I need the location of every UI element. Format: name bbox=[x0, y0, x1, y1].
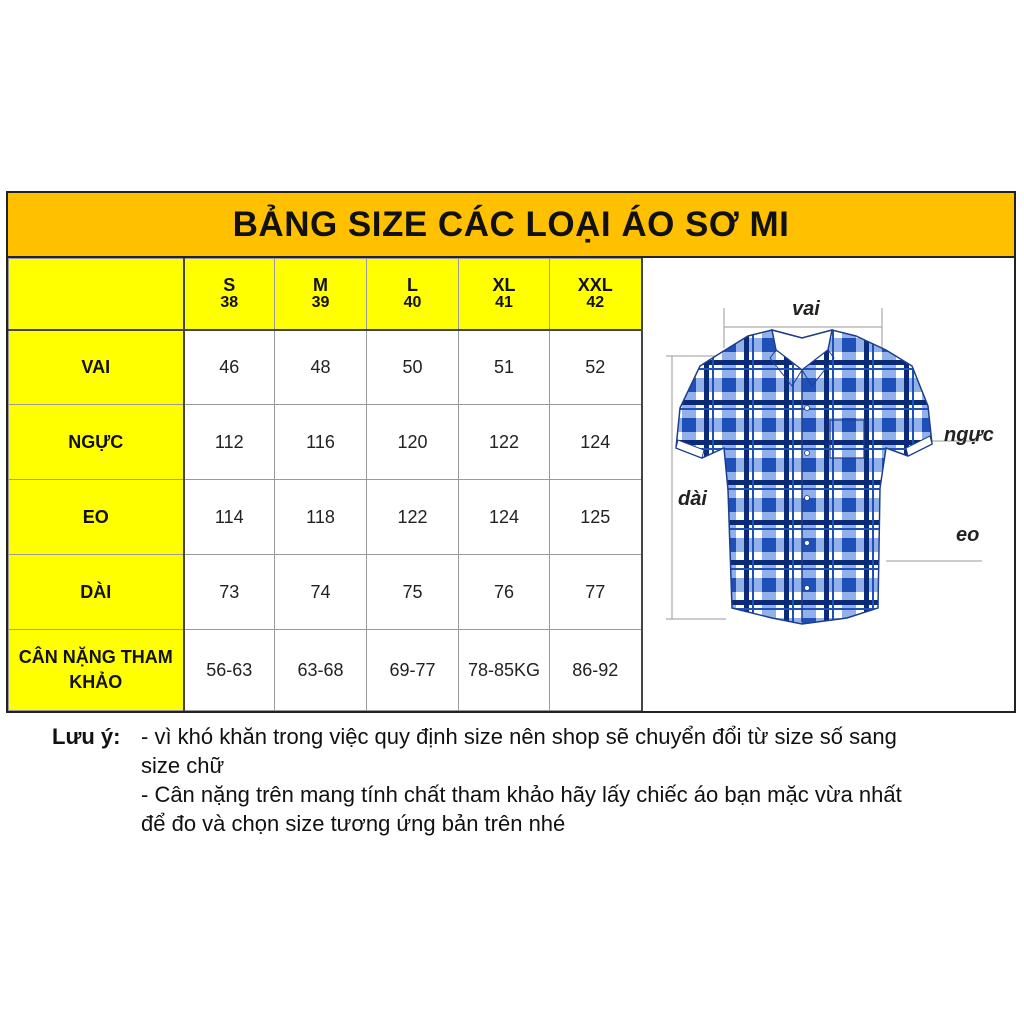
label-nguc: ngực bbox=[944, 424, 994, 446]
table-cell: 78-85KG bbox=[459, 630, 550, 711]
size-header bbox=[459, 259, 550, 330]
table-cell: 125 bbox=[550, 480, 642, 555]
table-cell: 69-77 bbox=[367, 630, 459, 711]
row-label: NGỰC bbox=[9, 405, 184, 480]
size-chart-sheet bbox=[6, 191, 1016, 713]
note-line: để đo và chọn size tương ứng bản trên nhé bbox=[141, 811, 566, 836]
table-cell: 124 bbox=[459, 480, 550, 555]
note-line: size chữ bbox=[141, 753, 225, 778]
table-cell: 122 bbox=[367, 480, 459, 555]
chart-title: BẢNG SIZE CÁC LOẠI ÁO SƠ MI bbox=[232, 204, 790, 244]
title-bar bbox=[8, 193, 1014, 258]
table-cell: 118 bbox=[275, 480, 367, 555]
label-dai: dài bbox=[678, 488, 707, 510]
table-cell: 77 bbox=[550, 555, 642, 630]
size-header bbox=[275, 259, 367, 330]
size-label: S bbox=[223, 274, 236, 295]
table-cell: 73 bbox=[184, 555, 275, 630]
table-row bbox=[9, 405, 642, 480]
row-label: EO bbox=[9, 480, 184, 555]
table-cell: 51 bbox=[459, 330, 550, 405]
size-table bbox=[8, 258, 643, 711]
table-cell: 48 bbox=[275, 330, 367, 405]
table-row bbox=[9, 630, 642, 711]
table-row bbox=[9, 330, 642, 405]
table-cell: 124 bbox=[550, 405, 642, 480]
table-cell: 50 bbox=[367, 330, 459, 405]
label-vai: vai bbox=[792, 298, 820, 320]
size-number: 42 bbox=[586, 293, 605, 311]
table-cell: 120 bbox=[367, 405, 459, 480]
shirt-pocket bbox=[830, 420, 864, 458]
shirt-illustration bbox=[642, 258, 1014, 711]
table-header-row bbox=[9, 259, 642, 330]
table-cell: 46 bbox=[184, 330, 275, 405]
row-label: CÂN NẶNG THAM KHẢO bbox=[9, 630, 184, 711]
table-cell: 56-63 bbox=[184, 630, 275, 711]
note-line: - vì khó khăn trong việc quy định size nên shop sẽ chuyển đổi từ size số sang bbox=[141, 724, 897, 749]
size-label: XL bbox=[492, 274, 516, 295]
note-line: - Cân nặng trên mang tính chất tham khảo hãy lấy chiếc áo bạn mặc vừa nhất bbox=[141, 782, 902, 807]
label-eo: eo bbox=[956, 524, 980, 546]
table-cell: 116 bbox=[275, 405, 367, 480]
header-corner bbox=[9, 259, 184, 330]
size-header bbox=[550, 259, 642, 330]
row-label: VAI bbox=[9, 330, 184, 405]
notes-label: Lưu ý: bbox=[52, 724, 121, 749]
table-cell: 122 bbox=[459, 405, 550, 480]
shirt-measurement-figure bbox=[642, 258, 1014, 711]
table-cell: 114 bbox=[184, 480, 275, 555]
size-label: L bbox=[407, 274, 418, 295]
size-header bbox=[367, 259, 459, 330]
size-header bbox=[184, 259, 275, 330]
table-cell: 86-92 bbox=[550, 630, 642, 711]
size-number: 38 bbox=[220, 293, 239, 311]
notes-lines bbox=[141, 722, 991, 838]
table-cell: 74 bbox=[275, 555, 367, 630]
row-label: DÀI bbox=[9, 555, 184, 630]
table-cell: 112 bbox=[184, 405, 275, 480]
size-number: 40 bbox=[403, 293, 422, 311]
table-row bbox=[9, 480, 642, 555]
table-cell: 75 bbox=[367, 555, 459, 630]
table-cell: 63-68 bbox=[275, 630, 367, 711]
size-label: M bbox=[313, 274, 328, 295]
table-row bbox=[9, 555, 642, 630]
size-label: XXL bbox=[577, 274, 613, 295]
table-cell: 52 bbox=[550, 330, 642, 405]
size-number: 39 bbox=[311, 293, 330, 311]
table-cell: 76 bbox=[459, 555, 550, 630]
size-number: 41 bbox=[495, 293, 513, 311]
